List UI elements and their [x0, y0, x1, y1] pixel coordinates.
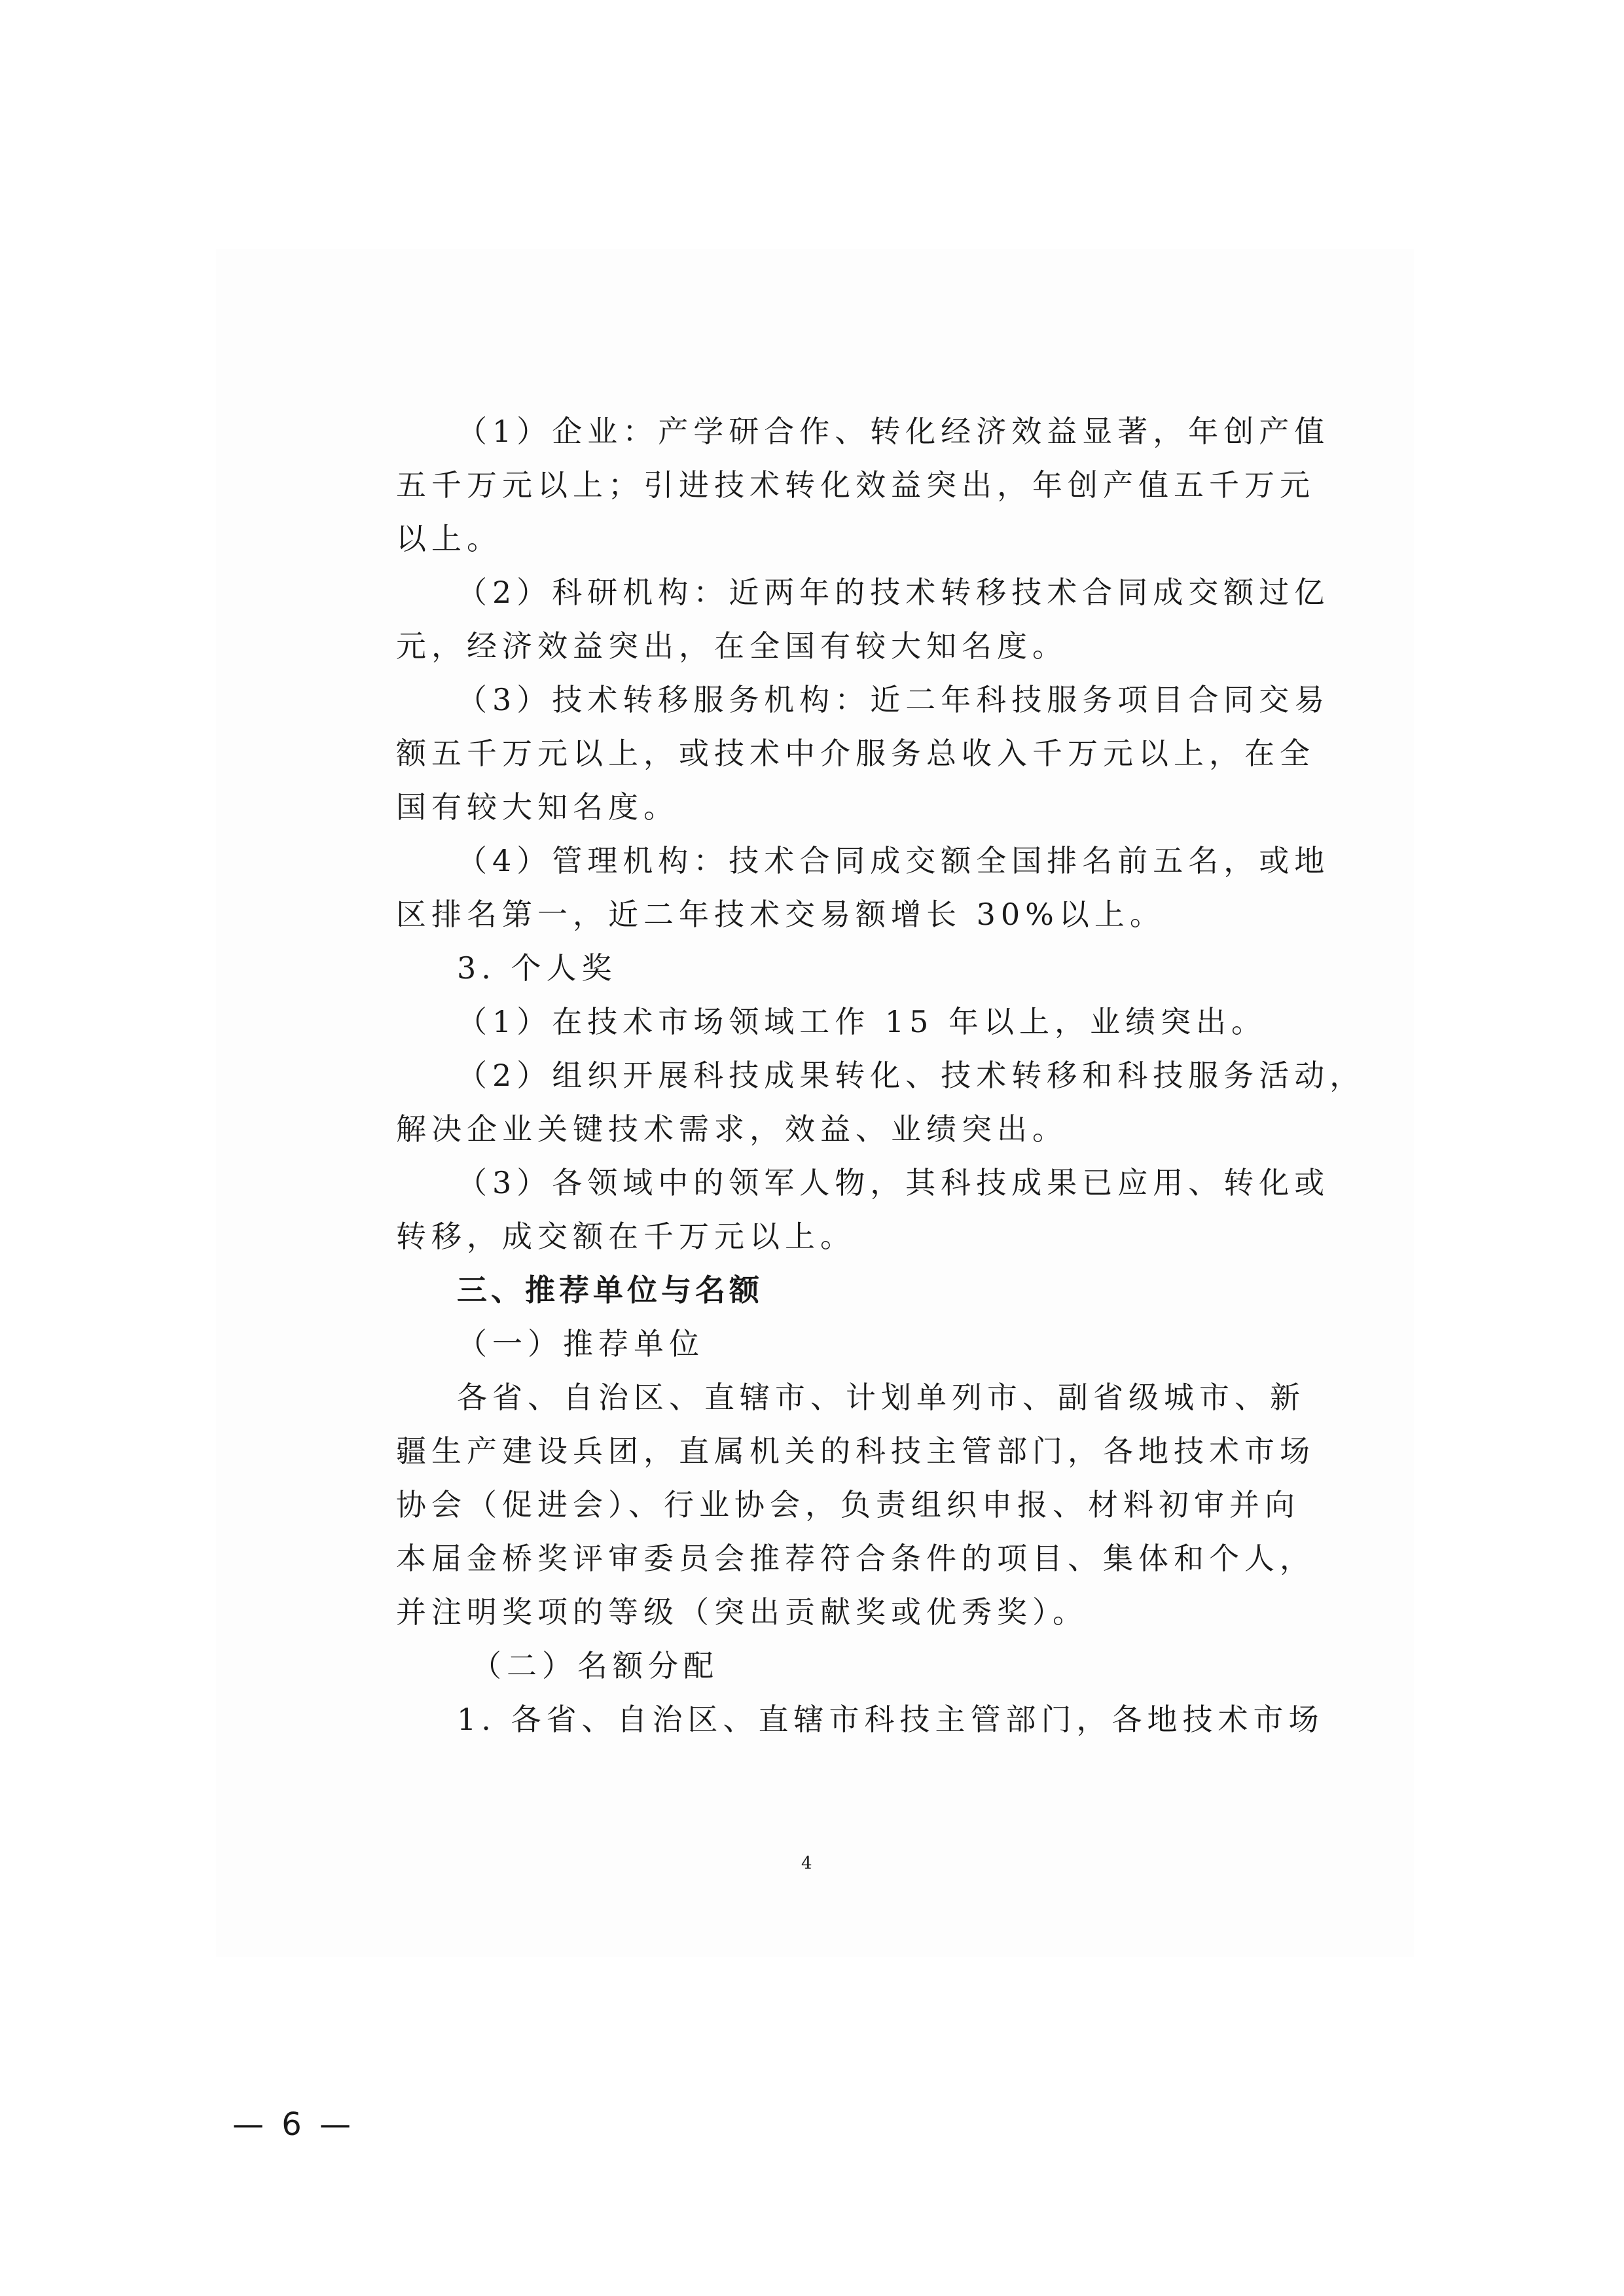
- text-line: 转移，成交额在千万元以上。: [396, 1219, 856, 1254]
- text-line: （1）在技术市场领域工作 15 年以上，业绩突出。: [457, 1004, 1267, 1039]
- inner-page-number: 4: [801, 1854, 812, 1873]
- text-line: 区排名第一，近二年技术交易额增长 30%以上。: [396, 897, 1165, 932]
- text-line: 协会（促进会）、行业协会，负责组织申报、材料初审并向: [396, 1487, 1300, 1522]
- text-line: 并注明奖项的等级（突出贡献奖或优秀奖）。: [396, 1594, 1088, 1630]
- text-line: 以上。: [396, 521, 502, 556]
- text-line: （3）技术转移服务机构：近二年科技服务项目合同交易: [457, 682, 1330, 717]
- text-line: 各省、自治区、直辖市、计划单列市、副省级城市、新: [457, 1380, 1305, 1415]
- subsection-heading: （一）推荐单位: [457, 1326, 704, 1361]
- text-line: 五千万元以上；引进技术转化效益突出，年创产值五千万元: [396, 467, 1315, 503]
- subsection-heading: （二）名额分配: [471, 1648, 719, 1683]
- scanned-page: [216, 249, 1414, 1957]
- text-line: 1. 各省、自治区、直辖市科技主管部门，各地技术市场: [457, 1702, 1324, 1737]
- text-line: （3）各领域中的领军人物，其科技成果已应用、转化或: [457, 1165, 1330, 1200]
- text-line: （1）企业：产学研合作、转化经济效益显著，年创产值: [457, 414, 1330, 449]
- text-line: 3. 个人奖: [457, 950, 617, 986]
- section-heading: 三、推荐单位与名额: [457, 1272, 763, 1308]
- text-line: 解决企业关键技术需求，效益、业绩突出。: [396, 1111, 1068, 1147]
- text-line: 元，经济效益突出，在全国有较大知名度。: [396, 628, 1068, 664]
- text-line: 本届金桥奖评审委员会推荐符合条件的项目、集体和个人，: [396, 1541, 1315, 1576]
- text-line: （4）管理机构：技术合同成交额全国排名前五名，或地: [457, 843, 1330, 878]
- text-line: 国有较大知名度。: [396, 789, 679, 825]
- footer-page-number: — 6 —: [232, 2106, 355, 2143]
- text-line: 疆生产建设兵团，直属机关的科技主管部门，各地技术市场: [396, 1433, 1315, 1469]
- text-line: （2）组织开展科技成果转化、技术转移和科技服务活动，: [457, 1058, 1365, 1093]
- text-line: 额五千万元以上，或技术中介服务总收入千万元以上，在全: [396, 736, 1315, 771]
- text-line: （2）科研机构：近两年的技术转移技术合同成交额过亿: [457, 575, 1330, 610]
